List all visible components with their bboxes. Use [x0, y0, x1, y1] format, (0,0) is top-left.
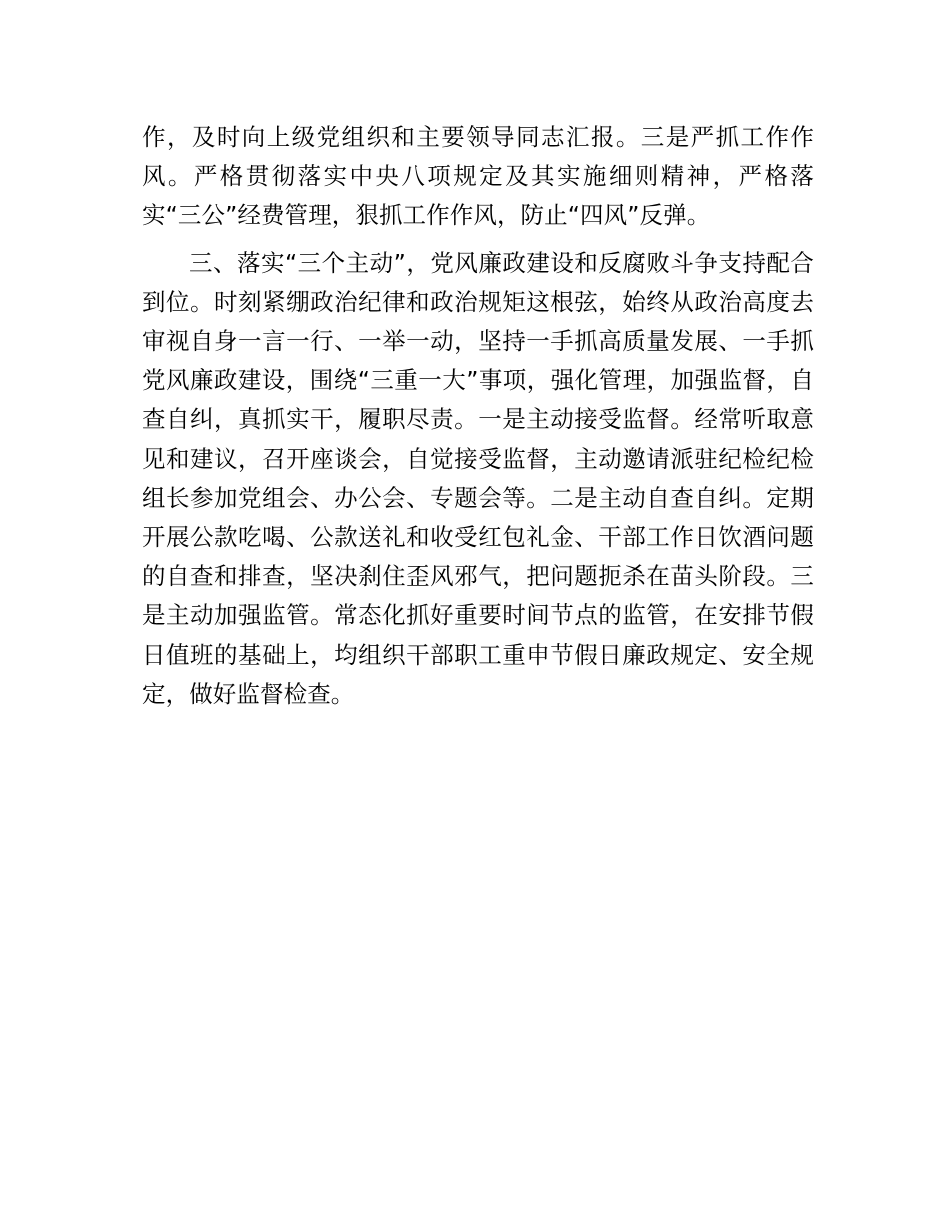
paragraph-section-three: 三、落实“三个主动”，党风廉政建设和反腐败斗争支持配合到位。时刻紧绷政治纪律和政治规矩这根弦，始终从政治高度去审视自身一言一行、一举一动，坚持一手抓高质量发展、一手抓党风廉政建设，围绕“三重一大”事项，强化管理，加强监督，自查自纠，真抓实干，履职尽责。一是主动接受监督。经常听取意见和建议，召开座谈会，自觉接受监督，主动邀请派驻纪检纪检组长参加党组会、办公会、专题会等。二是主动自查自纠。定期开展公款吃喝、公款送礼和收受红包礼金、干部工作日饮酒问题的自查和排查，坚决刹住歪风邪气，把问题扼杀在苗头阶段。三是主动加强监管。常态化抓好重要时间节点的监管，在安排节假日值班的基础上，均组织干部职工重申节假日廉政规定、安全规定，做好监督检查。 [142, 248, 814, 708]
document-body [142, 118, 814, 714]
paragraph-continuation: 作，及时向上级党组织和主要领导同志汇报。三是严抓工作作风。严格贯彻落实中央八项规定及其实施细则精神，严格落实“三公”经费管理，狠抓工作作风，防止“四风”反弹。 [142, 123, 814, 230]
